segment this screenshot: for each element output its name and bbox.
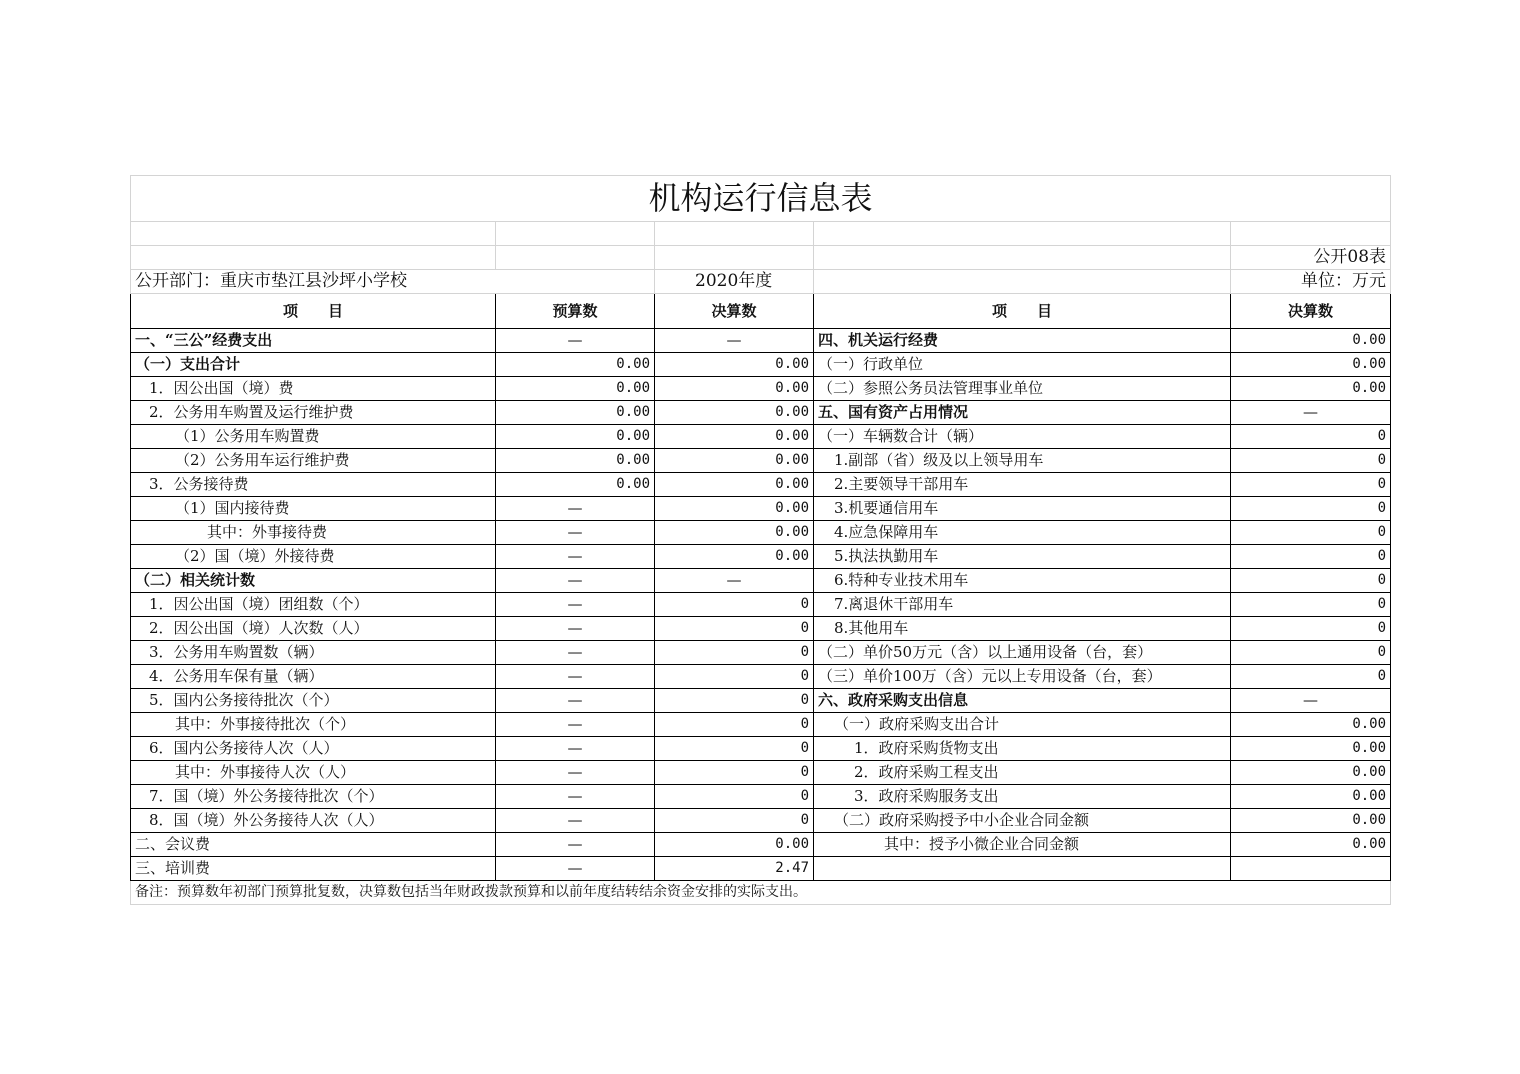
row-budget-value: — <box>496 809 655 833</box>
table-row <box>131 617 1391 641</box>
row-item-right: 1.副部（省）级及以上领导用车 <box>814 449 1231 473</box>
table-row <box>131 353 1391 377</box>
row-budget-value: — <box>496 497 655 521</box>
row-budget-value: — <box>496 785 655 809</box>
table-row <box>131 737 1391 761</box>
row-final-right-value: 0.00 <box>1231 353 1391 377</box>
row-item-right: 6.特种专业技术用车 <box>814 569 1231 593</box>
row-item-left: （1）公务用车购置费 <box>131 425 496 449</box>
row-final-value: 0.00 <box>655 521 814 545</box>
row-final-right-value: 0 <box>1231 449 1391 473</box>
row-budget-value: — <box>496 689 655 713</box>
row-item-left: 5．国内公务接待批次（个） <box>131 689 496 713</box>
table-row <box>131 593 1391 617</box>
row-item-right: 7.离退休干部用车 <box>814 593 1231 617</box>
table-row <box>131 809 1391 833</box>
page-title: 机构运行信息表 <box>131 176 1391 222</box>
table-row <box>131 401 1391 425</box>
row-item-left: 3．公务用车购置数（辆） <box>131 641 496 665</box>
row-final-value: 0.00 <box>655 833 814 857</box>
row-final-value: 0.00 <box>655 353 814 377</box>
row-item-left: 其中：外事接待批次（个） <box>131 713 496 737</box>
fiscal-year: 2020年度 <box>655 270 814 294</box>
row-final-right-value: 0.00 <box>1231 737 1391 761</box>
row-item-right: （二）政府采购授予中小企业合同金额 <box>814 809 1231 833</box>
row-budget-value: 0.00 <box>496 377 655 401</box>
row-item-right: 5.执法执勤用车 <box>814 545 1231 569</box>
unit-label: 单位：万元 <box>1231 270 1391 294</box>
row-item-right <box>814 857 1231 881</box>
row-budget-value: 0.00 <box>496 449 655 473</box>
table-row <box>131 761 1391 785</box>
row-item-right: 4.应急保障用车 <box>814 521 1231 545</box>
header-item-left: 项 目 <box>131 294 496 329</box>
table-row <box>131 641 1391 665</box>
row-item-right: 其中：授予小微企业合同金额 <box>814 833 1231 857</box>
row-budget-value: — <box>496 641 655 665</box>
row-final-right-value: — <box>1231 689 1391 713</box>
row-item-left: 二、会议费 <box>131 833 496 857</box>
row-final-value: 0.00 <box>655 449 814 473</box>
row-final-value: 0 <box>655 689 814 713</box>
row-item-left: （二）相关统计数 <box>131 569 496 593</box>
row-final-value: 0.00 <box>655 545 814 569</box>
row-item-left: （1）国内接待费 <box>131 497 496 521</box>
row-budget-value: — <box>496 665 655 689</box>
row-item-left: 6．国内公务接待人次（人） <box>131 737 496 761</box>
row-item-right: 2.主要领导干部用车 <box>814 473 1231 497</box>
row-final-value: 0 <box>655 617 814 641</box>
row-final-value: 0 <box>655 713 814 737</box>
row-item-left: （一）支出合计 <box>131 353 496 377</box>
row-final-value: — <box>655 329 814 353</box>
row-final-right-value <box>1231 857 1391 881</box>
row-item-right: 五、国有资产占用情况 <box>814 401 1231 425</box>
row-budget-value: 0.00 <box>496 425 655 449</box>
row-budget-value: — <box>496 857 655 881</box>
row-final-value: 0.00 <box>655 497 814 521</box>
table-row <box>131 545 1391 569</box>
footnote: 备注：预算数年初部门预算批复数，决算数包括当年财政拨款预算和以前年度结转结余资金安排的实际支出。 <box>131 881 1391 905</box>
row-budget-value: — <box>496 329 655 353</box>
table-row <box>131 425 1391 449</box>
row-item-left: 4．公务用车保有量（辆） <box>131 665 496 689</box>
row-final-right-value: 0 <box>1231 497 1391 521</box>
table-row <box>131 377 1391 401</box>
row-final-right-value: 0.00 <box>1231 761 1391 785</box>
row-item-right: （一）行政单位 <box>814 353 1231 377</box>
row-item-left: （2）公务用车运行维护费 <box>131 449 496 473</box>
row-final-value: 0 <box>655 809 814 833</box>
row-final-right-value: 0.00 <box>1231 785 1391 809</box>
row-final-right-value: 0.00 <box>1231 809 1391 833</box>
row-budget-value: — <box>496 593 655 617</box>
row-item-right: 2．政府采购工程支出 <box>814 761 1231 785</box>
row-final-value: 0 <box>655 593 814 617</box>
row-final-right-value: 0.00 <box>1231 833 1391 857</box>
header-final-left: 决算数 <box>655 294 814 329</box>
row-final-value: 0.00 <box>655 401 814 425</box>
row-final-right-value: 0.00 <box>1231 329 1391 353</box>
row-item-right: 3．政府采购服务支出 <box>814 785 1231 809</box>
table-row <box>131 785 1391 809</box>
row-item-right: 1．政府采购货物支出 <box>814 737 1231 761</box>
row-budget-value: — <box>496 761 655 785</box>
row-final-value: 0 <box>655 785 814 809</box>
row-item-right: （三）单价100万（含）元以上专用设备（台，套） <box>814 665 1231 689</box>
row-final-right-value: 0 <box>1231 473 1391 497</box>
row-item-right: 四、机关运行经费 <box>814 329 1231 353</box>
row-item-left: 7．国（境）外公务接待批次（个） <box>131 785 496 809</box>
row-budget-value: — <box>496 737 655 761</box>
row-item-left: 3．公务接待费 <box>131 473 496 497</box>
row-final-right-value: 0 <box>1231 593 1391 617</box>
header-budget: 预算数 <box>496 294 655 329</box>
row-item-right: （二）单价50万元（含）以上通用设备（台，套） <box>814 641 1231 665</box>
row-final-right-value: 0 <box>1231 425 1391 449</box>
row-item-left: 1．因公出国（境）费 <box>131 377 496 401</box>
table-row <box>131 713 1391 737</box>
row-item-left: 其中：外事接待费 <box>131 521 496 545</box>
table-row <box>131 449 1391 473</box>
row-final-right-value: 0 <box>1231 665 1391 689</box>
row-final-value: 0 <box>655 737 814 761</box>
row-item-left: 一、“三公”经费支出 <box>131 329 496 353</box>
row-item-left: 8．国（境）外公务接待人次（人） <box>131 809 496 833</box>
table-row <box>131 473 1391 497</box>
row-item-left: 三、培训费 <box>131 857 496 881</box>
row-item-right: 8.其他用车 <box>814 617 1231 641</box>
row-final-value: — <box>655 569 814 593</box>
row-budget-value: — <box>496 617 655 641</box>
report-sheet <box>130 175 1390 905</box>
row-final-right-value: 0 <box>1231 641 1391 665</box>
row-final-right-value: 0.00 <box>1231 377 1391 401</box>
row-final-right-value: 0 <box>1231 569 1391 593</box>
table-row <box>131 665 1391 689</box>
report-table <box>130 175 1391 905</box>
department-label: 公开部门：重庆市垫江县沙坪小学校 <box>131 270 655 294</box>
row-budget-value: 0.00 <box>496 353 655 377</box>
header-final-right: 决算数 <box>1231 294 1391 329</box>
row-item-left: 2．公务用车购置及运行维护费 <box>131 401 496 425</box>
row-final-right-value: 0 <box>1231 545 1391 569</box>
row-final-value: 0 <box>655 761 814 785</box>
row-budget-value: — <box>496 521 655 545</box>
row-budget-value: — <box>496 569 655 593</box>
row-final-value: 2.47 <box>655 857 814 881</box>
table-row <box>131 521 1391 545</box>
row-final-right-value: — <box>1231 401 1391 425</box>
row-item-left: 其中：外事接待人次（人） <box>131 761 496 785</box>
table-number: 公开08表 <box>1231 246 1391 270</box>
row-final-right-value: 0 <box>1231 617 1391 641</box>
table-row <box>131 689 1391 713</box>
row-final-right-value: 0 <box>1231 521 1391 545</box>
row-budget-value: 0.00 <box>496 473 655 497</box>
row-budget-value: — <box>496 833 655 857</box>
row-budget-value: — <box>496 545 655 569</box>
row-item-left: 2．因公出国（境）人次数（人） <box>131 617 496 641</box>
row-item-right: 六、政府采购支出信息 <box>814 689 1231 713</box>
header-item-right: 项 目 <box>814 294 1231 329</box>
row-final-value: 0 <box>655 665 814 689</box>
row-budget-value: 0.00 <box>496 401 655 425</box>
row-item-left: 1．因公出国（境）团组数（个） <box>131 593 496 617</box>
row-item-right: 3.机要通信用车 <box>814 497 1231 521</box>
table-row <box>131 569 1391 593</box>
row-budget-value: — <box>496 713 655 737</box>
row-final-value: 0 <box>655 641 814 665</box>
row-final-right-value: 0.00 <box>1231 713 1391 737</box>
row-final-value: 0.00 <box>655 473 814 497</box>
row-item-right: （一）车辆数合计（辆） <box>814 425 1231 449</box>
table-row <box>131 329 1391 353</box>
row-final-value: 0.00 <box>655 425 814 449</box>
row-item-right: （一）政府采购支出合计 <box>814 713 1231 737</box>
table-row <box>131 857 1391 881</box>
row-item-right: （二）参照公务员法管理事业单位 <box>814 377 1231 401</box>
table-row <box>131 497 1391 521</box>
row-final-value: 0.00 <box>655 377 814 401</box>
table-row <box>131 833 1391 857</box>
row-item-left: （2）国（境）外接待费 <box>131 545 496 569</box>
table-header <box>131 294 1391 329</box>
